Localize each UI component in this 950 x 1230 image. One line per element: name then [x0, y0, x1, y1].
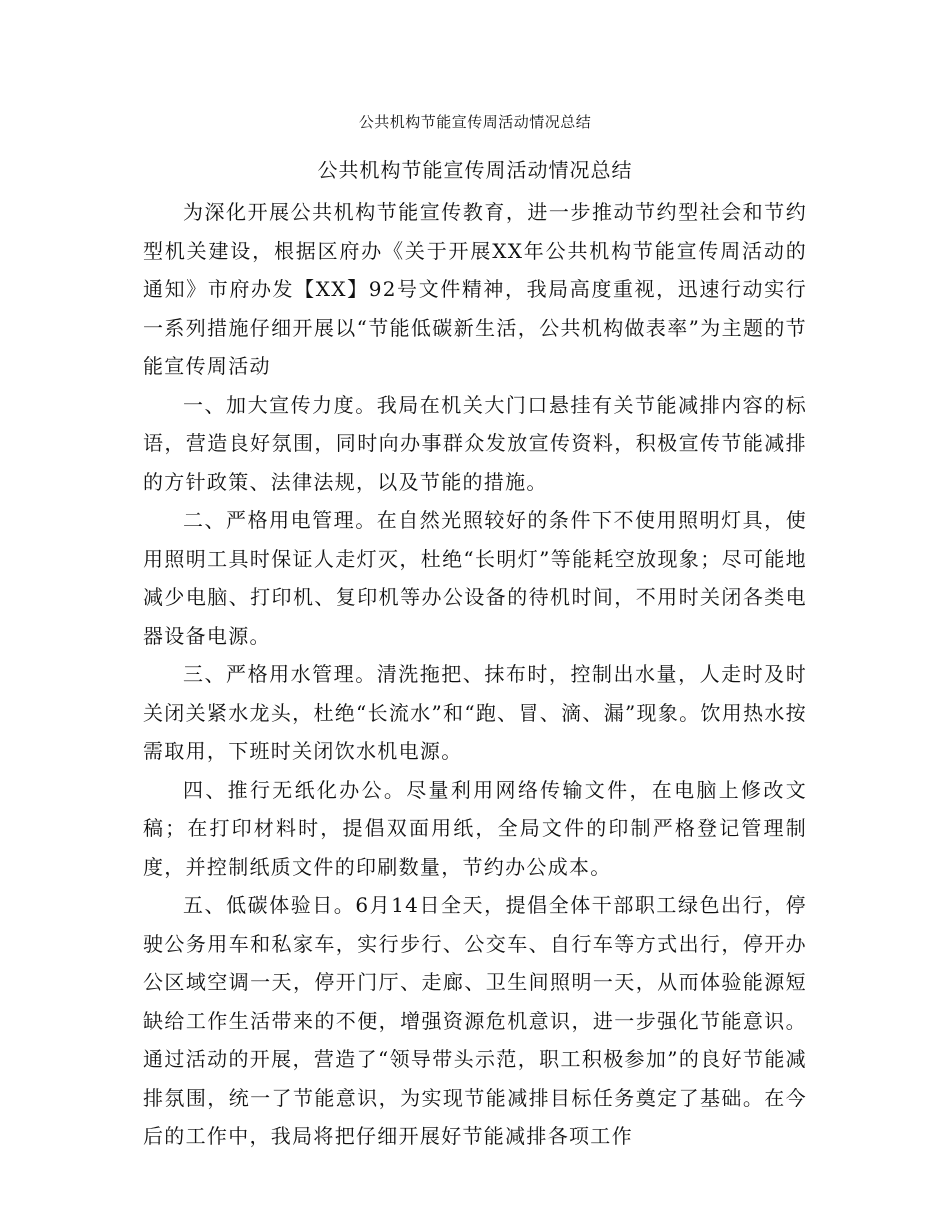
paragraph-intro: 为深化开展公共机构节能宣传教育，进一步推动节约型社会和节约型机关建设，根据区府办《关于开展XX年公共机构节能宣传周活动的通知》市府办发【XX】92号文件精神，我局高度重视，迅速行动实行一系列措施仔细开展以“节能低碳新生活，公共机构做表率”为主题的节能宣传周活动: [143, 200, 807, 378]
paragraph-paperless: 四、推行无纸化办公。尽量利用网络传输文件，在电脑上修改文稿；在打印材料时，提倡双面用纸，全局文件的印制严格登记管理制度，并控制纸质文件的印刷数量，节约办公成本。: [143, 777, 807, 879]
paragraph-low-carbon-day: 五、低碳体验日。6月14日全天，提倡全体干部职工绿色出行，停驶公务用车和私家车，实行步行、公交车、自行车等方式出行，停开办公区域空调一天，停开门厅、走廊、卫生间照明一天，从而体验能源短缺给工作生活带来的不便，增强资源危机意识，进一步强化节能意识。通过活动的开展，营造了“领导带头示范，职工积极参加”的良好节能减排氛围，统一了节能意识，为实现节能减排目标任务奠定了基础。在今后的工作中，我局将把仔细开展好节能减排各项工作: [143, 893, 807, 1148]
paragraph-water: 三、严格用水管理。清洗拖把、抹布时，控制出水量，人走时及时关闭关紧水龙头，杜绝“长流水”和“跑、冒、滴、漏”现象。饮用热水按需取用，下班时关闭饮水机电源。: [143, 662, 807, 763]
paragraph-publicity: 一、加大宣传力度。我局在机关大门口悬挂有关节能减排内容的标语，营造良好氛围，同时向办事群众发放宣传资料，积极宣传节能减排的方针政策、法律法规，以及节能的措施。: [143, 392, 807, 494]
document-body: [143, 193, 807, 1156]
running-header: 公共机构节能宣传周活动情况总结: [358, 113, 592, 131]
paragraph-electricity: 二、严格用电管理。在自然光照较好的条件下不使用照明灯具，使用照明工具时保证人走灯灭，杜绝“长明灯”等能耗空放现象；尽可能地减少电脑、打印机、复印机等办公设备的待机时间，不用时关闭各类电器设备电源。: [143, 508, 807, 648]
document-title: 公共机构节能宣传周活动情况总结: [317, 158, 633, 182]
